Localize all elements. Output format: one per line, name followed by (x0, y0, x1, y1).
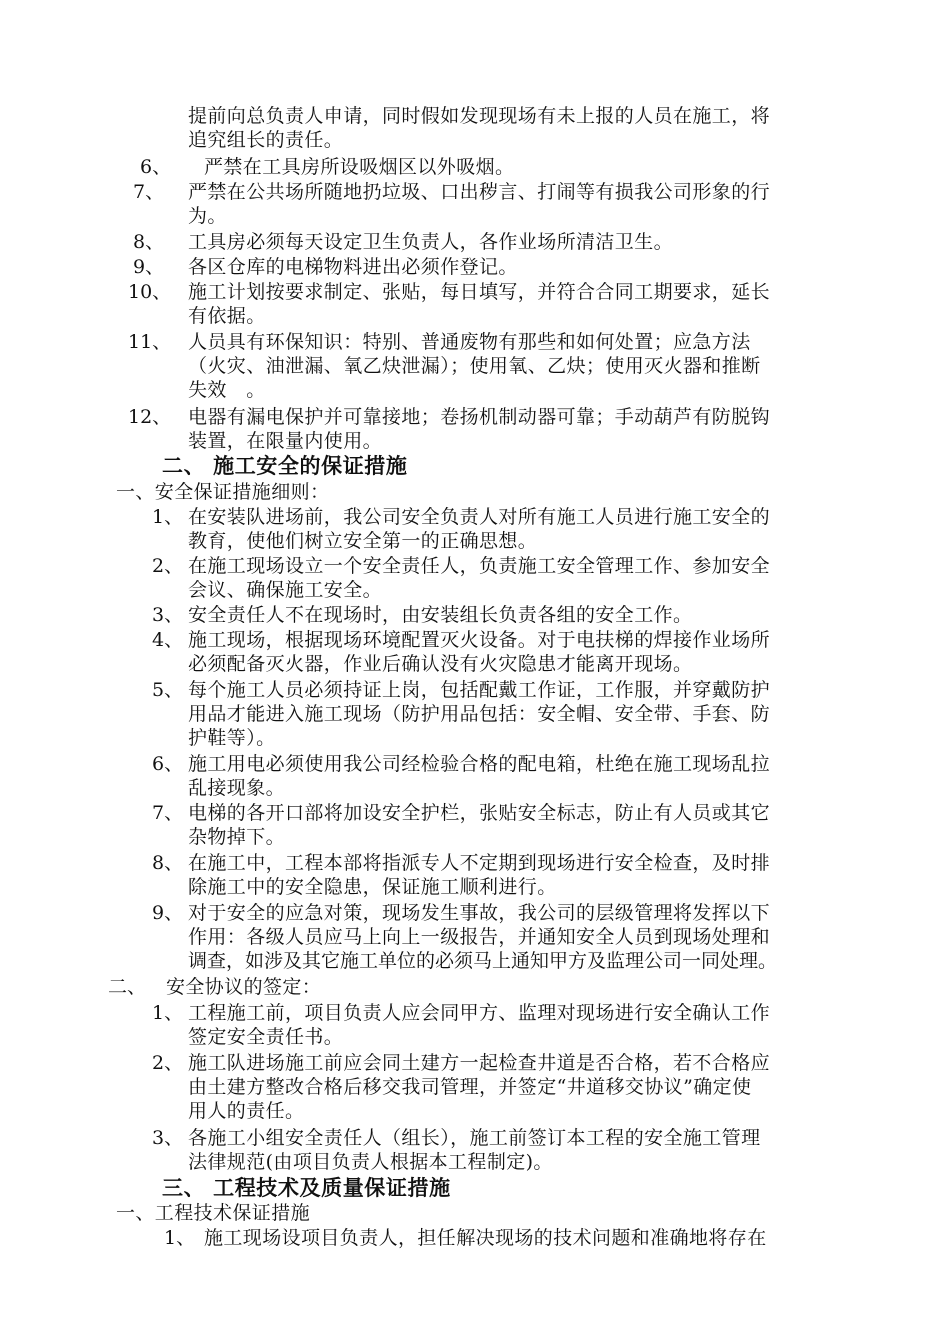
top-item-10-line-2: 有依据。 (188, 305, 266, 327)
s3-item-1-number: 1、 (164, 1227, 196, 1249)
s2-item-5-line-1: 每个施工人员必须持证上岗，包括配戴工作证，工作服，并穿戴防护 (188, 679, 771, 701)
s2-item-1-line-1: 在安装队进场前，我公司安全负责人对所有施工人员进行施工安全的 (188, 506, 771, 528)
top-item-11-line-3: 失效 。 (188, 379, 266, 401)
s2-item-7-line-2: 杂物掉下。 (188, 826, 286, 848)
top-item-12-line-2: 装置，在限量内使用。 (188, 430, 383, 452)
top-item-11-line-1: 人员具有环保知识：特别、普通废物有那些和如何处置；应急方法 (188, 331, 751, 353)
s2-item-8-number: 8、 (152, 852, 184, 874)
top-item-9-line-1: 各区仓库的电梯物料进出必须作登记。 (188, 256, 518, 278)
s2-item-1-line-2: 教育，使他们树立安全第一的正确思想。 (188, 530, 538, 552)
top-item-10-line-1: 施工计划按要求制定、张贴，每日填写，并符合合同工期要求，延长 (188, 281, 771, 303)
s2-item-4-number: 4、 (152, 629, 184, 651)
top-item-12-line-1: 电器有漏电保护并可靠接地；卷扬机制动器可靠；手动葫芦有防脱钩 (188, 406, 771, 428)
top-cont-line-2: 追究组长的责任。 (188, 129, 344, 151)
section-2-sub-2-number: 二、 (108, 976, 147, 998)
s2-item-9-line-2: 作用：各级人员应马上向上一级报告，并通知安全人员到现场处理和 (188, 926, 771, 948)
s2b-item-1-line-1: 工程施工前，项目负责人应会同甲方、监理对现场进行安全确认工作 (188, 1002, 771, 1024)
s2b-item-1-number: 1、 (152, 1002, 184, 1024)
s2-item-2-line-2: 会议、确保施工安全。 (188, 579, 383, 601)
top-item-6-line-1: 严禁在工具房所设吸烟区以外吸烟。 (204, 156, 515, 178)
section-2-sub-2-title: 安全协议的签定： (166, 976, 322, 998)
top-item-9-number: 9、 (133, 256, 165, 278)
s2-item-3-number: 3、 (152, 604, 184, 626)
top-item-11-line-2: （火灾、油泄漏、氧乙炔泄漏）；使用氧、乙炔；使用灭火器和推断 (188, 355, 761, 377)
top-item-11-number: 11、 (128, 331, 172, 353)
top-item-6-number: 6、 (140, 156, 172, 178)
s2b-item-1-line-2: 签定安全责任书。 (188, 1026, 344, 1048)
section-2-sub-1-title: 一、安全保证措施细则： (116, 481, 330, 503)
top-item-8-number: 8、 (133, 231, 165, 253)
s2b-item-2-number: 2、 (152, 1052, 184, 1074)
s2-item-2-number: 2、 (152, 555, 184, 577)
s2b-item-2-line-2: 由土建方整改合格后移交我司管理，并签定“井道移交协议”确定使 (188, 1076, 752, 1098)
top-item-12-number: 12、 (128, 406, 172, 428)
s2-item-4-line-2: 必须配备灭火器，作业后确认没有火灾隐患才能离开现场。 (188, 653, 693, 675)
section-3-heading: 三、 工程技术及质量保证措施 (162, 1175, 451, 1200)
s2-item-5-number: 5、 (152, 679, 184, 701)
s3-item-1-line-1: 施工现场设项目负责人，担任解决现场的技术问题和准确地将存在 (204, 1227, 767, 1249)
s2-item-1-number: 1、 (152, 506, 184, 528)
top-item-8-line-1: 工具房必须每天设定卫生负责人，各作业场所清洁卫生。 (188, 231, 674, 253)
s2-item-5-line-3: 护鞋等）。 (188, 727, 276, 749)
s2-item-4-line-1: 施工现场，根据现场环境配置灭火设备。对于电扶梯的焊接作业场所 (188, 629, 771, 651)
top-item-7-number: 7、 (133, 181, 165, 203)
section-2-heading: 二、 施工安全的保证措施 (162, 453, 408, 478)
s2-item-7-number: 7、 (152, 802, 184, 824)
s2b-item-3-line-1: 各施工小组安全责任人（组长），施工前签订本工程的安全施工管理 (188, 1127, 761, 1149)
top-cont-line-1: 提前向总负责人申请，同时假如发现现场有未上报的人员在施工，将 (188, 105, 771, 127)
s2-item-2-line-1: 在施工现场设立一个安全责任人，负责施工安全管理工作、参加安全 (188, 555, 771, 577)
top-item-7-line-1: 严禁在公共场所随地扔垃圾、口出秽言、打闹等有损我公司形象的行 (188, 181, 771, 203)
s2-item-3-line-1: 安全责任人不在现场时，由安装组长负责各组的安全工作。 (188, 604, 693, 626)
s2-item-6-line-2: 乱接现象。 (188, 777, 286, 799)
s2b-item-3-number: 3、 (152, 1127, 184, 1149)
s2b-item-2-line-1: 施工队进场施工前应会同土建方一起检查井道是否合格，若不合格应 (188, 1052, 771, 1074)
s2-item-6-line-1: 施工用电必须使用我公司经检验合格的配电箱，杜绝在施工现场乱拉 (188, 753, 771, 775)
section-3-sub-1-title: 一、工程技术保证措施 (116, 1202, 311, 1224)
top-item-7-line-2: 为。 (188, 205, 227, 227)
top-item-10-number: 10、 (128, 281, 172, 303)
s2-item-5-line-2: 用品才能进入施工现场（防护用品包括：安全帽、安全带、手套、防 (188, 703, 771, 725)
s2-item-9-line-3: 调查，如涉及其它施工单位的必须马上通知甲方及监理公司一同处理。 (188, 950, 778, 972)
s2-item-9-number: 9、 (152, 902, 184, 924)
s2-item-6-number: 6、 (152, 753, 184, 775)
s2-item-7-line-1: 电梯的各开口部将加设安全护栏，张贴安全标志，防止有人员或其它 (188, 802, 771, 824)
s2-item-9-line-1: 对于安全的应急对策，现场发生事故，我公司的层级管理将发挥以下 (188, 902, 771, 924)
s2-item-8-line-2: 除施工中的安全隐患，保证施工顺利进行。 (188, 876, 557, 898)
s2b-item-2-line-3: 用人的责任。 (188, 1100, 305, 1122)
s2-item-8-line-1: 在施工中，工程本部将指派专人不定期到现场进行安全检查，及时排 (188, 852, 771, 874)
s2b-item-3-line-2: 法律规范(由项目负责人根据本工程制定)。 (188, 1151, 553, 1173)
